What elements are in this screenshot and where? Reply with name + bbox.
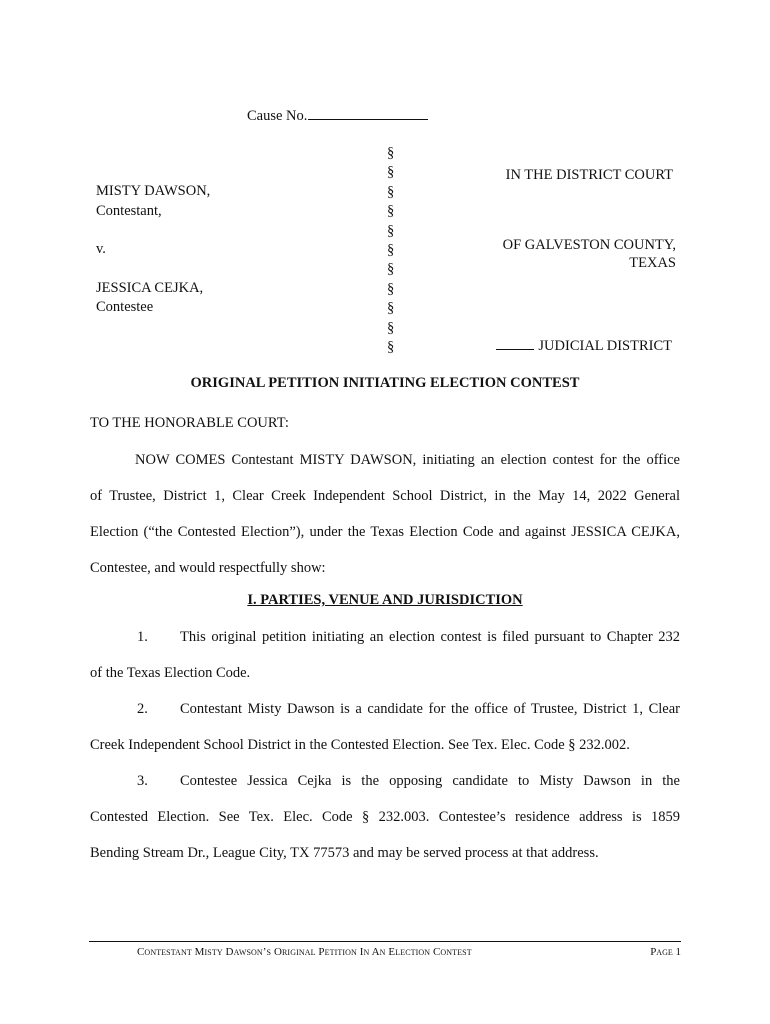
paragraph-number: 2. <box>137 701 148 717</box>
salutation: TO THE HONORABLE COURT: <box>90 415 289 431</box>
district-number-blank <box>496 337 534 350</box>
contestee-role: Contestee <box>96 299 154 315</box>
court-county <box>503 236 676 272</box>
section-symbol: § <box>387 261 395 278</box>
paragraph-number: 3. <box>137 773 148 789</box>
section-symbol: § <box>387 338 395 355</box>
section-symbol: § <box>387 241 395 258</box>
section-symbol: § <box>387 183 395 200</box>
cause-number-label: Cause No. <box>247 108 308 124</box>
caption-parties <box>96 182 210 318</box>
intro-line: Contestee, and would respectfully show: <box>90 560 326 576</box>
numbered-paragraph <box>90 772 680 880</box>
section-symbol: § <box>387 222 395 239</box>
court-county-line2: TEXAS <box>629 255 676 271</box>
paragraph-line: Contestant Misty Dawson is a candidate for the office of Trustee, District 1, Clear <box>180 701 680 717</box>
intro-paragraph <box>90 451 680 595</box>
contestant-name: MISTY DAWSON, <box>96 183 211 199</box>
contestant-role: Contestant, <box>96 202 162 219</box>
court-county-line1: OF GALVESTON COUNTY, <box>502 237 676 253</box>
judicial-district <box>496 337 672 355</box>
numbered-paragraph <box>90 628 680 700</box>
paragraph-line: Contestee Jessica Cejka is the opposing candidate to Misty Dawson in the <box>180 773 680 789</box>
cause-number-blank <box>308 106 428 120</box>
paragraph-line: Contested Election. See Tex. Elec. Code § 232.003. Contestee’s residence address is 1859 <box>90 809 680 825</box>
paragraph-line: Creek Independent School District in the Contested Election. See Tex. Elec. Code § 232.002. <box>90 737 630 753</box>
section-symbol: § <box>387 203 395 220</box>
footer-title: Contestant Misty Dawson’s Original Petition In An Election Contest <box>137 946 472 958</box>
section-symbol: § <box>387 300 395 317</box>
footer-rule <box>89 941 681 942</box>
document-title: ORIGINAL PETITION INITIATING ELECTION CONTEST <box>190 375 580 391</box>
intro-line: Election (“the Contested Election”), under the Texas Election Code and against JESSICA CEJKA, <box>90 524 680 540</box>
cause-number <box>247 106 428 125</box>
section-heading: I. PARTIES, VENUE AND JURISDICTION <box>247 592 523 608</box>
intro-line: NOW COMES Contestant MISTY DAWSON, initiating an election contest for the office <box>135 452 680 468</box>
paragraph-line: of the Texas Election Code. <box>90 665 251 681</box>
versus: v. <box>96 241 106 257</box>
section-symbol: § <box>387 319 395 336</box>
numbered-paragraph <box>90 700 680 772</box>
section-symbol-column <box>387 144 394 357</box>
page-number: Page 1 <box>650 946 681 958</box>
contestee-name: JESSICA CEJKA, <box>96 279 204 296</box>
court-name: IN THE DISTRICT COURT <box>505 167 673 183</box>
intro-line: of Trustee, District 1, Clear Creek Independent School District, in the May 14, 2022 General <box>90 488 680 504</box>
judicial-district-label: JUDICIAL DISTRICT <box>538 338 672 354</box>
paragraph-line: This original petition initiating an election contest is filed pursuant to Chapter 232 <box>180 629 680 645</box>
section-symbol: § <box>387 280 395 297</box>
section-symbol: § <box>387 145 395 161</box>
paragraph-number: 1. <box>137 629 148 645</box>
paragraph-line: Bending Stream Dr., League City, TX 77573 and may be served process at that address. <box>90 845 599 861</box>
section-symbol: § <box>387 164 395 181</box>
